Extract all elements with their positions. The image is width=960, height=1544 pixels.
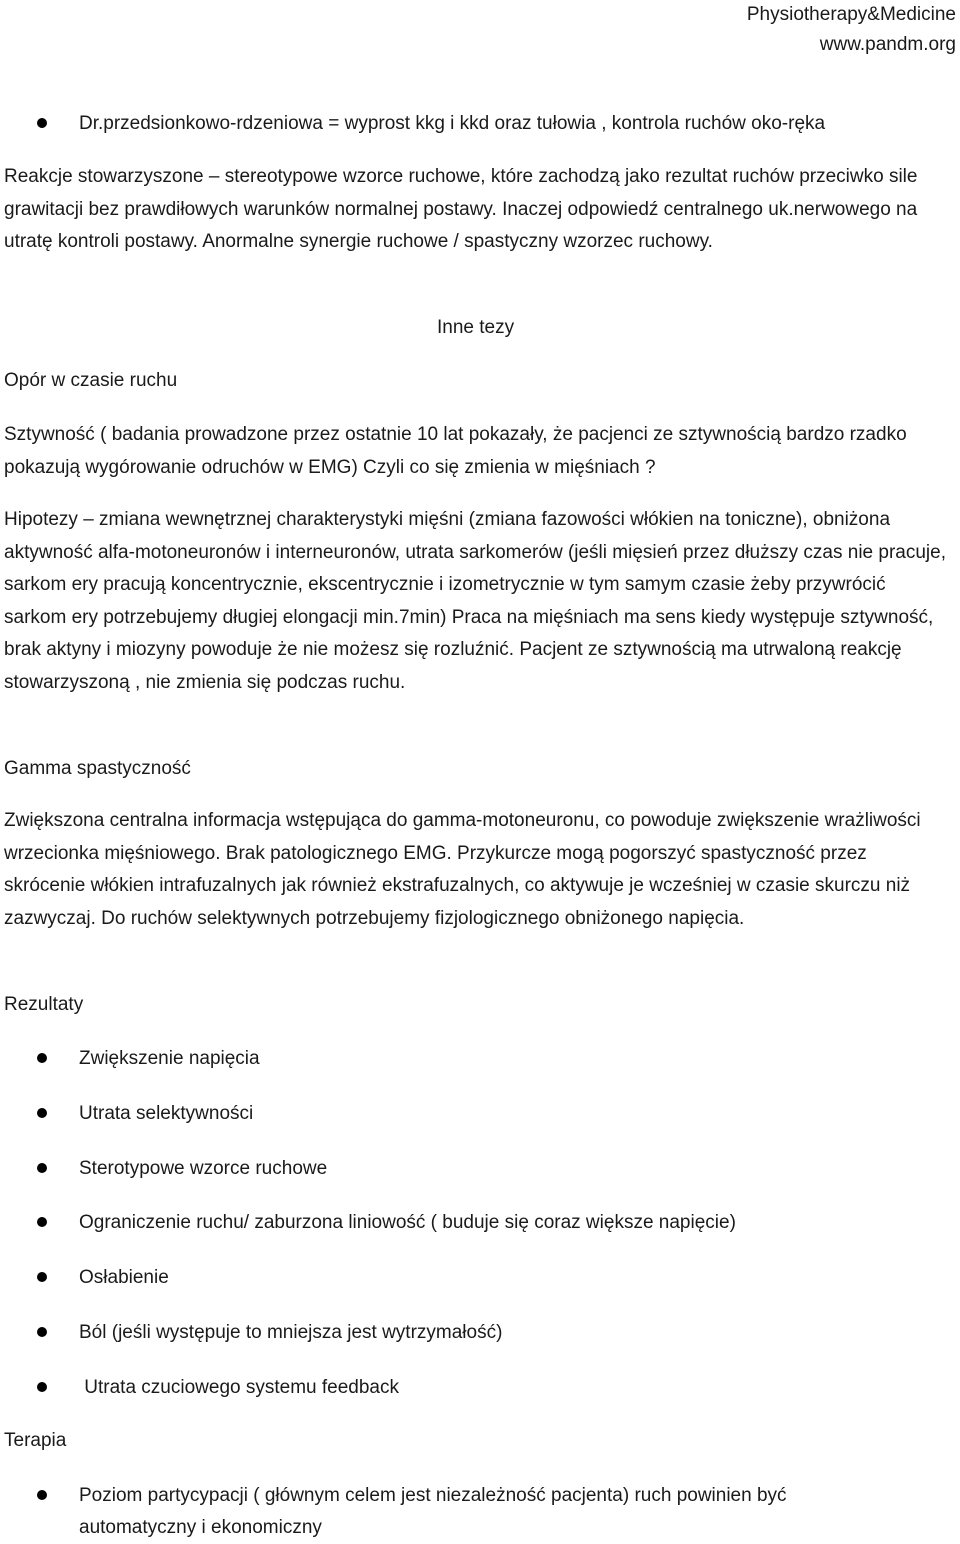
heading-rezultaty: Rezultaty — [4, 994, 84, 1015]
paragraph-reakcje: Reakcje stowarzyszone – stereotypowe wzorce ruchowe, które zachodzą jako rezultat ruchów przeciwko sile grawitacji bez prawdiłowych warunków normalnej postawy. Inaczej odpowiedź centralnego uk.nerwowego na utratę kontroli postawy. Anormalne synergie ruchowe / spastyczny wzorzec ruchowy. — [4, 166, 918, 253]
list-item: Sterotypowe wzorce ruchowe — [79, 1158, 328, 1179]
heading-opor: Opór w czasie ruchu — [4, 370, 178, 391]
paragraph-hipotezy: Hipotezy – zmiana wewnętrznej charakterystyki mięśni (zmiana fazowości włókien na toniczne), obniżona aktywność alfa-motoneuronów i interneuronów, utrata sarkomerów (jeśli mięsień przez dłuższy czas nie pracuje, sarkom ery pracują koncentrycznie, ekscentrycznie i izometrycznie w tym samym czasie żeby przywrócić sarkom ery potrzebujemy długiej elongacji min.7min) Praca na mięśniach ma sens kiedy występuje sztywność, brak aktyny i miozyny powoduje że nie możesz się rozluźnić. Pacjent ze sztywnością ma utrwaloną reakcję stowarzyszoną , nie zmienia się podczas ruchu. — [4, 509, 946, 693]
heading-gamma: Gamma spastyczność — [4, 758, 191, 779]
paragraph-gamma: Zwiększona centralna informacja wstępująca do gamma-motoneuronu, co powoduje zwiększenie wrażliwości wrzecionka mięśniowego. Brak patologicznego EMG. Przykurcze mogą pogorszyć spastyczność przez skrócenie włókien intrafuzalnych jak również ekstrafuzalnych, co aktywuje je wcześniej w czasie skurczu niż zazwyczaj. Do ruchów selektywnych potrzebujemy fizjologicznego obniżonego napięcia. — [4, 810, 921, 929]
bullet-dot — [37, 1053, 47, 1063]
heading-terapia: Terapia — [4, 1430, 67, 1451]
list-item: Zwiększenie napięcia — [79, 1048, 260, 1069]
bullet-dot — [37, 1490, 47, 1500]
list-item: Utrata czuciowego systemu feedback — [79, 1377, 399, 1398]
page-header — [747, 0, 956, 60]
list-item: Poziom partycypacji ( głównym celem jest niezależność pacjenta) ruch powinien być automatyczny i ekonomiczny — [79, 1485, 787, 1538]
list-item: Ograniczenie ruchu/ zaburzona liniowość ( buduje się coraz większe napięcie) — [79, 1212, 736, 1233]
heading-inne-tezy: Inne tezy — [437, 317, 515, 338]
header-site-name: Physiotherapy&Medicine — [746, 4, 956, 25]
list-item: Utrata selektywności — [79, 1103, 254, 1124]
bullet-dot — [37, 1327, 47, 1337]
list-item: Dr.przedsionkowo-rdzeniowa = wyprost kkg i kkd oraz tułowia , kontrola ruchów oko-ręka — [79, 113, 826, 134]
bullet-dot — [37, 1217, 47, 1227]
bullet-dot — [37, 118, 47, 128]
list-item: Osłabienie — [79, 1267, 169, 1288]
list-item: Ból (jeśli występuje to mniejsza jest wytrzymałość) — [79, 1322, 503, 1343]
bullet-dot — [37, 1272, 47, 1282]
bullet-dot — [37, 1108, 47, 1118]
header-url: www.pandm.org — [819, 34, 956, 55]
bullet-dot — [37, 1382, 47, 1392]
bullet-dot — [37, 1163, 47, 1173]
paragraph-sztywnosc: Sztywność ( badania prowadzone przez ostatnie 10 lat pokazały, że pacjenci ze sztywnością bardzo rzadko pokazują wygórowanie odruchów w EMG) Czyli co się zmienia w mięśniach ? — [4, 424, 907, 478]
